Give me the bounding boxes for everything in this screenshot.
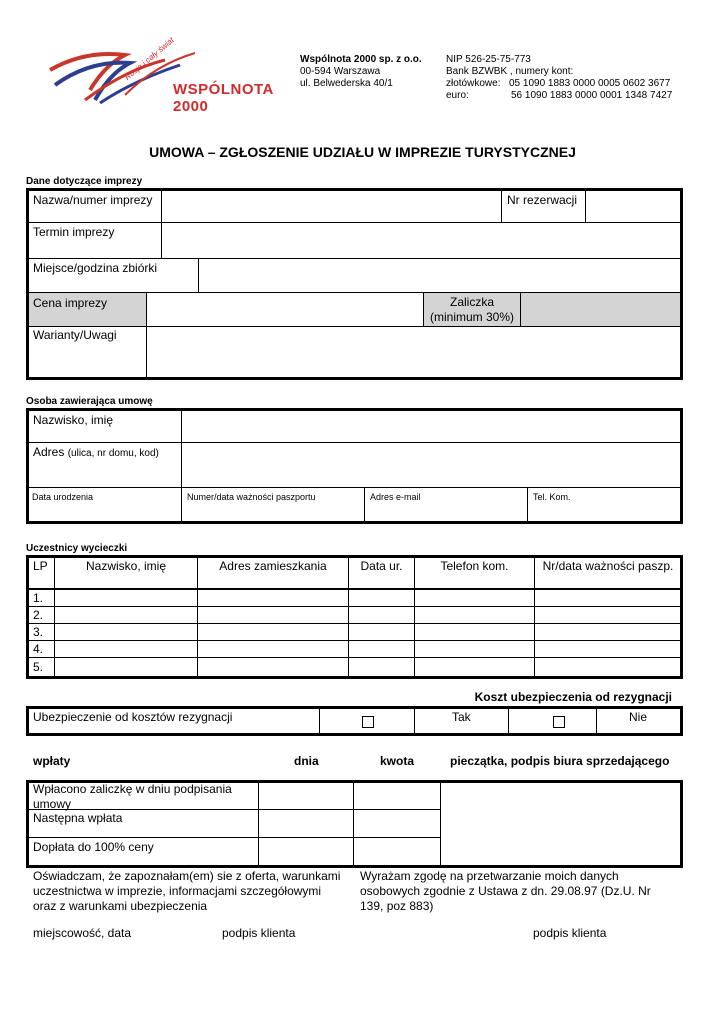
- company-bank: Bank BZWBK , numery kont:: [446, 66, 574, 77]
- declaration-left: [33, 869, 340, 914]
- birth-date-label: Data urodzenia: [32, 492, 94, 502]
- address-label-main: Adres: [33, 445, 65, 459]
- insurance-title: Koszt ubezpieczenia od rezygnacji: [474, 690, 672, 704]
- payment-row3-label: Dopłata do 100% ceny: [33, 840, 154, 854]
- document-title: UMOWA – ZGŁOSZENIE UDZIAŁU W IMPREZIE TURYSTYCZNEJ: [149, 144, 576, 160]
- company-logo: [45, 35, 295, 115]
- event-name-input[interactable]: [162, 190, 501, 222]
- email-input[interactable]: [365, 500, 527, 522]
- declaration-left-line1: Oświadczam, że zapoznałam(em) sie z oferta, warunkami: [33, 869, 341, 883]
- insurance-vline-2: [414, 708, 415, 734]
- variants-input[interactable]: [147, 327, 681, 379]
- col-header-name: Nazwisko, imię: [85, 559, 166, 573]
- participant-row-number: 4.: [33, 642, 44, 656]
- pln-label: złotówkowe:: [446, 78, 501, 89]
- declaration-right-line3: 139, poz 883): [360, 899, 434, 913]
- payments-amount-header: kwota: [380, 754, 415, 768]
- section-contractor-title: Osoba zawierająca umowę: [26, 396, 153, 407]
- insurance-vline-3: [508, 708, 509, 734]
- company-nip: NIP 526-25-75-773: [446, 54, 531, 65]
- payments-stamp-header: pieczątka, podpis biura sprzedającego: [450, 754, 670, 768]
- insurance-no-label: Nie: [629, 710, 648, 724]
- place-date-label: miejscowość, data: [33, 926, 132, 940]
- place-input[interactable]: [199, 259, 681, 292]
- contractor-name-label: Nazwisko, imię: [33, 413, 114, 427]
- col-header-lp: LP: [33, 559, 48, 573]
- insurance-yes-checkbox[interactable]: [362, 716, 374, 728]
- price-label: Cena imprezy: [33, 296, 108, 310]
- signature-label-2: podpis klienta: [533, 926, 607, 940]
- contractor-address-label: [33, 445, 159, 461]
- declaration-left-line3: oraz z warunkami ubezpieczenia: [33, 899, 208, 913]
- company-address1: 00-594 Warszawa: [300, 66, 381, 77]
- section-participants-title: Uczestnicy wycieczki: [26, 543, 128, 554]
- declaration-left-line2: uczestnictwa w imprezie, informacjami szczegółowymi: [33, 884, 322, 898]
- payments-header: wpłaty: [33, 754, 71, 768]
- eur-account: 56 1090 1883 0000 0001 1348 7427: [511, 90, 673, 101]
- deposit-input[interactable]: [521, 293, 680, 326]
- contractor-name-input[interactable]: [182, 411, 681, 442]
- insurance-yes-label: Tak: [452, 710, 471, 724]
- event-name-label: Nazwa/numer imprezy: [33, 193, 153, 207]
- passport-input[interactable]: [182, 500, 364, 522]
- term-input[interactable]: [162, 223, 681, 258]
- phone-label: Tel. Kom.: [533, 492, 571, 502]
- participant-row-number: 5.: [33, 660, 44, 674]
- col-header-address: Adres zamieszkania: [219, 559, 327, 573]
- payment-row1-line2: umowy: [33, 797, 72, 811]
- declaration-right: [360, 869, 651, 914]
- payment-row2-label: Następna wpłata: [33, 811, 123, 825]
- place-label: Miejsce/godzina zbiórki: [33, 261, 158, 275]
- email-label: Adres e-mail: [370, 492, 421, 502]
- stamp-area[interactable]: [441, 782, 681, 866]
- payment-row1-line1: Wpłacono zaliczkę w dniu podpisania: [33, 782, 232, 796]
- payment-inputs[interactable]: [259, 782, 440, 866]
- section-event-title: Dane dotyczące imprezy: [26, 176, 143, 187]
- col-header-phone: Telefon kom.: [440, 559, 509, 573]
- contractor-address-input[interactable]: [182, 443, 681, 487]
- passport-label: Numer/data ważności paszportu: [187, 492, 316, 502]
- eur-label: euro:: [446, 90, 469, 101]
- declaration-right-line1: Wyrażam zgodę na przetwarzanie moich danych: [360, 869, 619, 883]
- payment-row1-label: [33, 782, 232, 812]
- deposit-label-line1: Zaliczka: [449, 295, 494, 309]
- phone-input[interactable]: [528, 500, 681, 522]
- variants-label: Warianty/Uwagi: [33, 328, 117, 342]
- logo-text: WSPÓLNOTA 2000: [173, 81, 274, 115]
- declaration-right-line2: osobowych zgodnie z Ustawa z dn. 29.08.97 (Dz.U. Nr: [360, 884, 651, 898]
- company-address2: ul. Belwederska 40/1: [300, 78, 393, 89]
- deposit-label-line2: (minimum 30%): [429, 310, 514, 324]
- participant-row-number: 1.: [33, 591, 44, 605]
- birth-date-input[interactable]: [29, 500, 181, 522]
- signature-label-1: podpis klienta: [222, 926, 296, 940]
- participant-row-number: 2.: [33, 608, 44, 622]
- insurance-label: Ubezpieczenie od kosztów rezygnacji: [33, 710, 233, 724]
- insurance-vline-4: [596, 708, 597, 734]
- event-vline-res1: [501, 190, 502, 222]
- payments-day-header: dnia: [294, 754, 319, 768]
- pln-account: 05 1090 1883 0000 0005 0602 3677: [509, 78, 671, 89]
- reservation-label: Nr rezerwacji: [507, 193, 578, 207]
- contractor-line-2: [28, 487, 682, 488]
- participants-input-area[interactable]: [55, 590, 681, 677]
- reservation-input[interactable]: [586, 190, 681, 222]
- price-input[interactable]: [147, 293, 423, 326]
- insurance-no-checkbox[interactable]: [553, 716, 565, 728]
- col-header-birth: Data ur.: [360, 559, 403, 573]
- col-header-passport: Nr/data ważności paszp.: [542, 559, 674, 573]
- logo-tagline: Rosja i cały świat: [123, 35, 176, 82]
- address-label-hint: (ulica, nr domu, kod): [67, 448, 159, 459]
- insurance-vline-1: [319, 708, 320, 734]
- term-label: Termin imprezy: [33, 225, 115, 239]
- deposit-label: [424, 295, 520, 325]
- company-name: Wspólnota 2000 sp. z o.o.: [300, 54, 422, 65]
- participant-row-number: 3.: [33, 625, 44, 639]
